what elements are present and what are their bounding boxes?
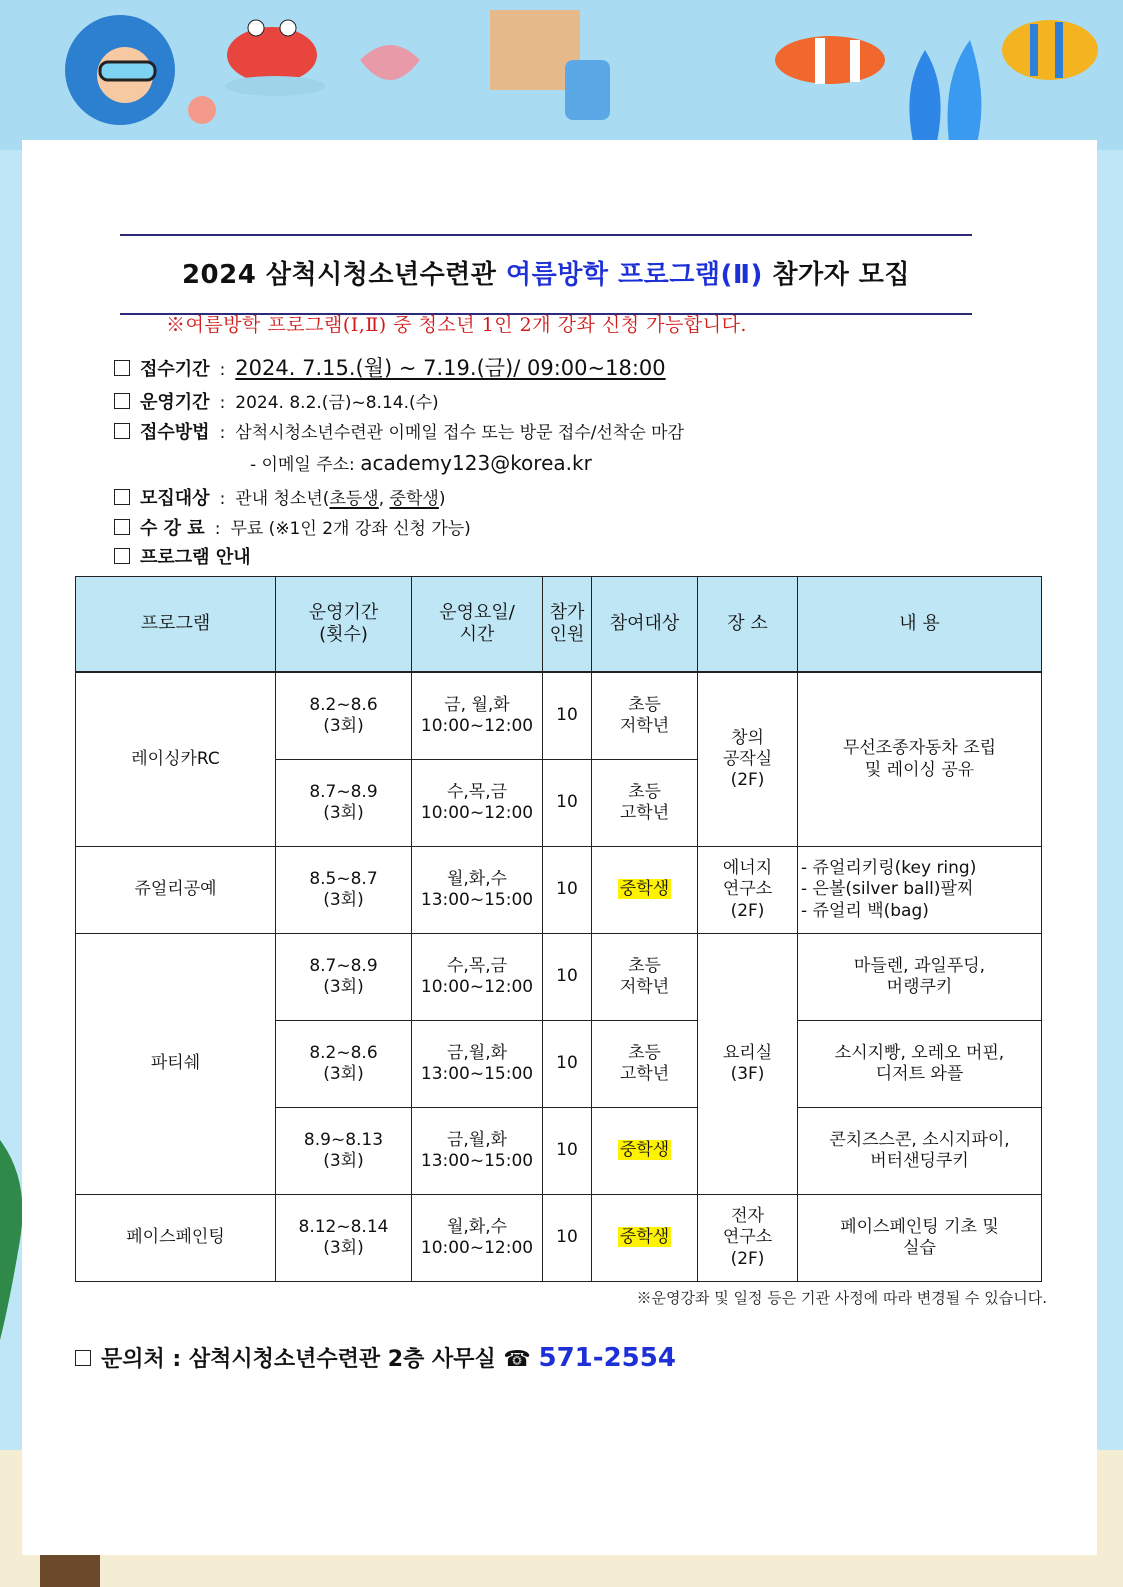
info-value: 무료 (※1인 2개 강좌 신청 가능)	[230, 519, 471, 539]
days: 수,목,금	[446, 955, 508, 976]
capacity: 10	[543, 1021, 592, 1108]
count: (3회)	[323, 803, 364, 823]
capacity: 10	[543, 847, 592, 934]
info-value: 2024. 7.15.(월) ~ 7.19.(금)/ 09:00~18:00	[235, 356, 666, 380]
content-line: 무선조종자동차 조립	[842, 738, 997, 759]
info-target: 모집대상 : 관내 청소년(초등생, 중학생)	[114, 484, 445, 510]
target-post: )	[438, 489, 446, 509]
time: 13:00~15:00	[420, 1151, 534, 1171]
days-cell	[412, 1021, 543, 1108]
content-line: 머랭쿠키	[886, 977, 953, 997]
header-capacity: 참가 인원	[543, 577, 592, 673]
table-row	[76, 934, 1042, 1021]
place-floor: (2F)	[730, 770, 765, 791]
info-label: 접수기간	[140, 359, 210, 380]
period: 8.2~8.6	[309, 1042, 378, 1063]
target-highlight: 중학생	[619, 1227, 670, 1248]
title-highlight: 여름방학 프로그램(Ⅱ)	[505, 260, 763, 290]
info-reception-method: 접수방법 : 삼척시청소년수련관 이메일 접수 또는 방문 접수/선착순 마감	[114, 418, 684, 444]
capacity: 10	[543, 1195, 592, 1282]
place-cell	[698, 1195, 798, 1282]
target-grade: 저학년	[619, 977, 670, 997]
document-sheet	[22, 140, 1097, 1555]
target-cell	[592, 1021, 698, 1108]
info-fee: 수 강 료 : 무료 (※1인 2개 강좌 신청 가능)	[114, 514, 471, 540]
content-line: 페이스페인팅 기초 및	[840, 1216, 999, 1237]
place: 창의	[731, 727, 764, 748]
crab-figure	[227, 27, 317, 83]
count: (3회)	[323, 1064, 364, 1084]
table-row	[76, 672, 1042, 760]
target-sep: ,	[378, 489, 390, 509]
content-line: 콘치즈스콘, 소시지파이,	[829, 1129, 1010, 1150]
count: (3회)	[323, 1151, 364, 1171]
place-cell	[698, 934, 798, 1195]
days-cell	[412, 672, 543, 760]
count: (3회)	[323, 977, 364, 997]
target-cell	[592, 1195, 698, 1282]
period: 8.12~8.14	[298, 1216, 389, 1237]
clownfish-figure	[775, 36, 885, 84]
checkbox-icon	[114, 489, 130, 505]
time: 10:00~12:00	[420, 716, 534, 736]
seaweed-figure	[909, 50, 940, 150]
info-value: 2024. 8.2.(금)~8.14.(수)	[235, 393, 439, 413]
period-cell	[276, 1021, 412, 1108]
period-cell	[276, 847, 412, 934]
period: 8.7~8.9	[309, 781, 378, 802]
contact-label: 문의처 : 삼척시청소년수련관 2층 사무실 ☎	[101, 1347, 539, 1372]
notice-text: ※여름방학 프로그램(Ⅰ,Ⅱ) 중 청소년 1인 2개 강좌 신청 가능합니다.	[166, 314, 747, 336]
days-cell	[412, 1108, 543, 1195]
checkbox-icon	[114, 393, 130, 409]
count: (3회)	[323, 890, 364, 910]
time: 10:00~12:00	[420, 1238, 534, 1258]
place-cell	[698, 672, 798, 847]
target-cell	[592, 672, 698, 760]
title-prefix: 2024 삼척시청소년수련관	[181, 260, 506, 290]
time: 10:00~12:00	[420, 803, 534, 823]
info-label: 수 강 료	[140, 518, 205, 539]
content-line: 및 레이싱 공유	[864, 759, 975, 780]
place-floor: (2F)	[730, 1248, 765, 1269]
checkbox-icon	[114, 548, 130, 564]
table-row	[76, 1195, 1042, 1282]
checkbox-icon	[114, 423, 130, 439]
place: 에너지	[722, 858, 773, 879]
count: (3회)	[323, 1238, 364, 1258]
place: 연구소	[722, 879, 773, 900]
program-name: 페이스페인팅	[76, 1195, 276, 1282]
place-floor: (2F)	[730, 900, 765, 921]
content-line: 소시지빵, 오레오 머핀,	[834, 1042, 1005, 1063]
place: 요리실	[722, 1042, 773, 1063]
period: 8.2~8.6	[309, 694, 378, 715]
days: 월,화,수	[446, 868, 508, 889]
email-address: academy123@korea.kr	[360, 451, 592, 475]
header-program: 프로그램	[76, 577, 276, 673]
days: 금,월,화	[446, 1129, 508, 1150]
target-cell	[592, 760, 698, 847]
target: 초등	[628, 1042, 661, 1063]
info-value: 삼척시청소년수련관 이메일 접수 또는 방문 접수/선착순 마감	[235, 423, 684, 443]
time: 10:00~12:00	[420, 977, 534, 997]
days: 월,화,수	[446, 1216, 508, 1237]
period: 8.7~8.9	[309, 955, 378, 976]
target-elementary: 초등생	[329, 489, 379, 509]
content-cell	[798, 672, 1042, 847]
days-cell	[412, 760, 543, 847]
days: 금, 월,화	[444, 694, 510, 715]
content-cell	[798, 934, 1042, 1021]
place-floor: (3F)	[730, 1064, 765, 1084]
program-name: 파티쉐	[76, 934, 276, 1195]
tropical-fish-figure	[1002, 20, 1098, 80]
contact-phone: 571-2554	[538, 1343, 676, 1373]
program-name: 쥬얼리공예	[76, 847, 276, 934]
info-reception-period: 접수기간 : 2024. 7.15.(월) ~ 7.19.(금)/ 09:00~18:00	[114, 352, 666, 382]
content-line: 디저트 와플	[875, 1064, 964, 1084]
info-operation-period: 운영기간 : 2024. 8.2.(금)~8.14.(수)	[114, 388, 439, 414]
content-cell	[798, 1108, 1042, 1195]
days: 금,월,화	[446, 1042, 508, 1063]
target: 초등	[628, 955, 661, 976]
shell-figure	[360, 45, 420, 80]
page-title	[120, 254, 972, 291]
header-content: 내 용	[798, 577, 1042, 673]
days-cell	[412, 847, 543, 934]
content-line: - 쥬얼리 백(bag)	[801, 900, 929, 921]
checkbox-icon	[114, 519, 130, 535]
decorative-header-band	[0, 0, 1123, 150]
place-cell	[698, 847, 798, 934]
info-label: 모집대상	[140, 488, 210, 509]
target: 초등	[628, 694, 661, 715]
program-name: 레이싱카RC	[76, 672, 276, 847]
target-cell	[592, 1108, 698, 1195]
target-grade: 저학년	[619, 716, 670, 736]
content-line: 마들렌, 과일푸딩,	[853, 955, 986, 976]
target-highlight: 중학생	[619, 1140, 670, 1161]
leaf-decoration	[0, 1130, 24, 1350]
content-line: 버터샌딩쿠키	[870, 1151, 969, 1171]
target: 초등	[628, 781, 661, 802]
target-middle: 중학생	[389, 489, 439, 509]
time: 13:00~15:00	[420, 890, 534, 910]
title-suffix: 참가자 모집	[762, 260, 911, 290]
program-table	[75, 576, 1042, 1282]
checkbox-icon	[114, 360, 130, 376]
capacity: 10	[543, 672, 592, 760]
footnote: ※운영강좌 및 일정 등은 기관 사정에 따라 변경될 수 있습니다.	[636, 1289, 1047, 1307]
email-prefix: - 이메일 주소:	[250, 455, 361, 475]
content-line: - 은볼(silver ball)팔찌	[801, 879, 974, 900]
target-grade: 고학년	[619, 803, 670, 823]
info-guide	[114, 543, 251, 569]
period-cell	[276, 1108, 412, 1195]
place: 공작실	[722, 748, 773, 769]
days-cell	[412, 934, 543, 1021]
header-target: 참여대상	[592, 577, 698, 673]
count: (3회)	[323, 716, 364, 736]
target-cell	[592, 847, 698, 934]
days: 수,목,금	[446, 781, 508, 802]
content-cell	[798, 847, 1042, 934]
title-box	[120, 234, 972, 315]
table-row	[76, 847, 1042, 934]
target-cell	[592, 934, 698, 1021]
target-grade: 고학년	[619, 1064, 670, 1084]
period-cell	[276, 1195, 412, 1282]
place: 연구소	[722, 1227, 773, 1248]
header-period: 운영기간 (횟수)	[276, 577, 412, 673]
period-cell	[276, 760, 412, 847]
target-text: 관내 청소년(	[235, 489, 330, 509]
time: 13:00~15:00	[420, 1064, 534, 1084]
place: 전자	[731, 1206, 764, 1227]
content-cell	[798, 1021, 1042, 1108]
content-line: - 쥬얼리키링(key ring)	[801, 858, 977, 879]
info-label: 운영기간	[140, 392, 210, 413]
info-label: 접수방법	[140, 422, 210, 443]
capacity: 10	[543, 760, 592, 847]
contact-info	[75, 1342, 676, 1373]
info-label: 프로그램 안내	[140, 547, 251, 568]
table-header-row	[76, 577, 1042, 673]
content-line: 실습	[903, 1238, 936, 1258]
period-cell	[276, 934, 412, 1021]
period: 8.5~8.7	[309, 868, 378, 889]
header-place: 장 소	[698, 577, 798, 673]
capacity: 10	[543, 1108, 592, 1195]
checkbox-icon	[75, 1350, 91, 1366]
header-days: 운영요일/ 시간	[412, 577, 543, 673]
capacity: 10	[543, 934, 592, 1021]
info-email	[250, 450, 592, 475]
content-cell	[798, 1195, 1042, 1282]
target-highlight: 중학생	[619, 879, 670, 900]
days-cell	[412, 1195, 543, 1282]
sea-illustration	[0, 0, 1123, 150]
period: 8.9~8.13	[303, 1129, 384, 1150]
period-cell	[276, 672, 412, 760]
